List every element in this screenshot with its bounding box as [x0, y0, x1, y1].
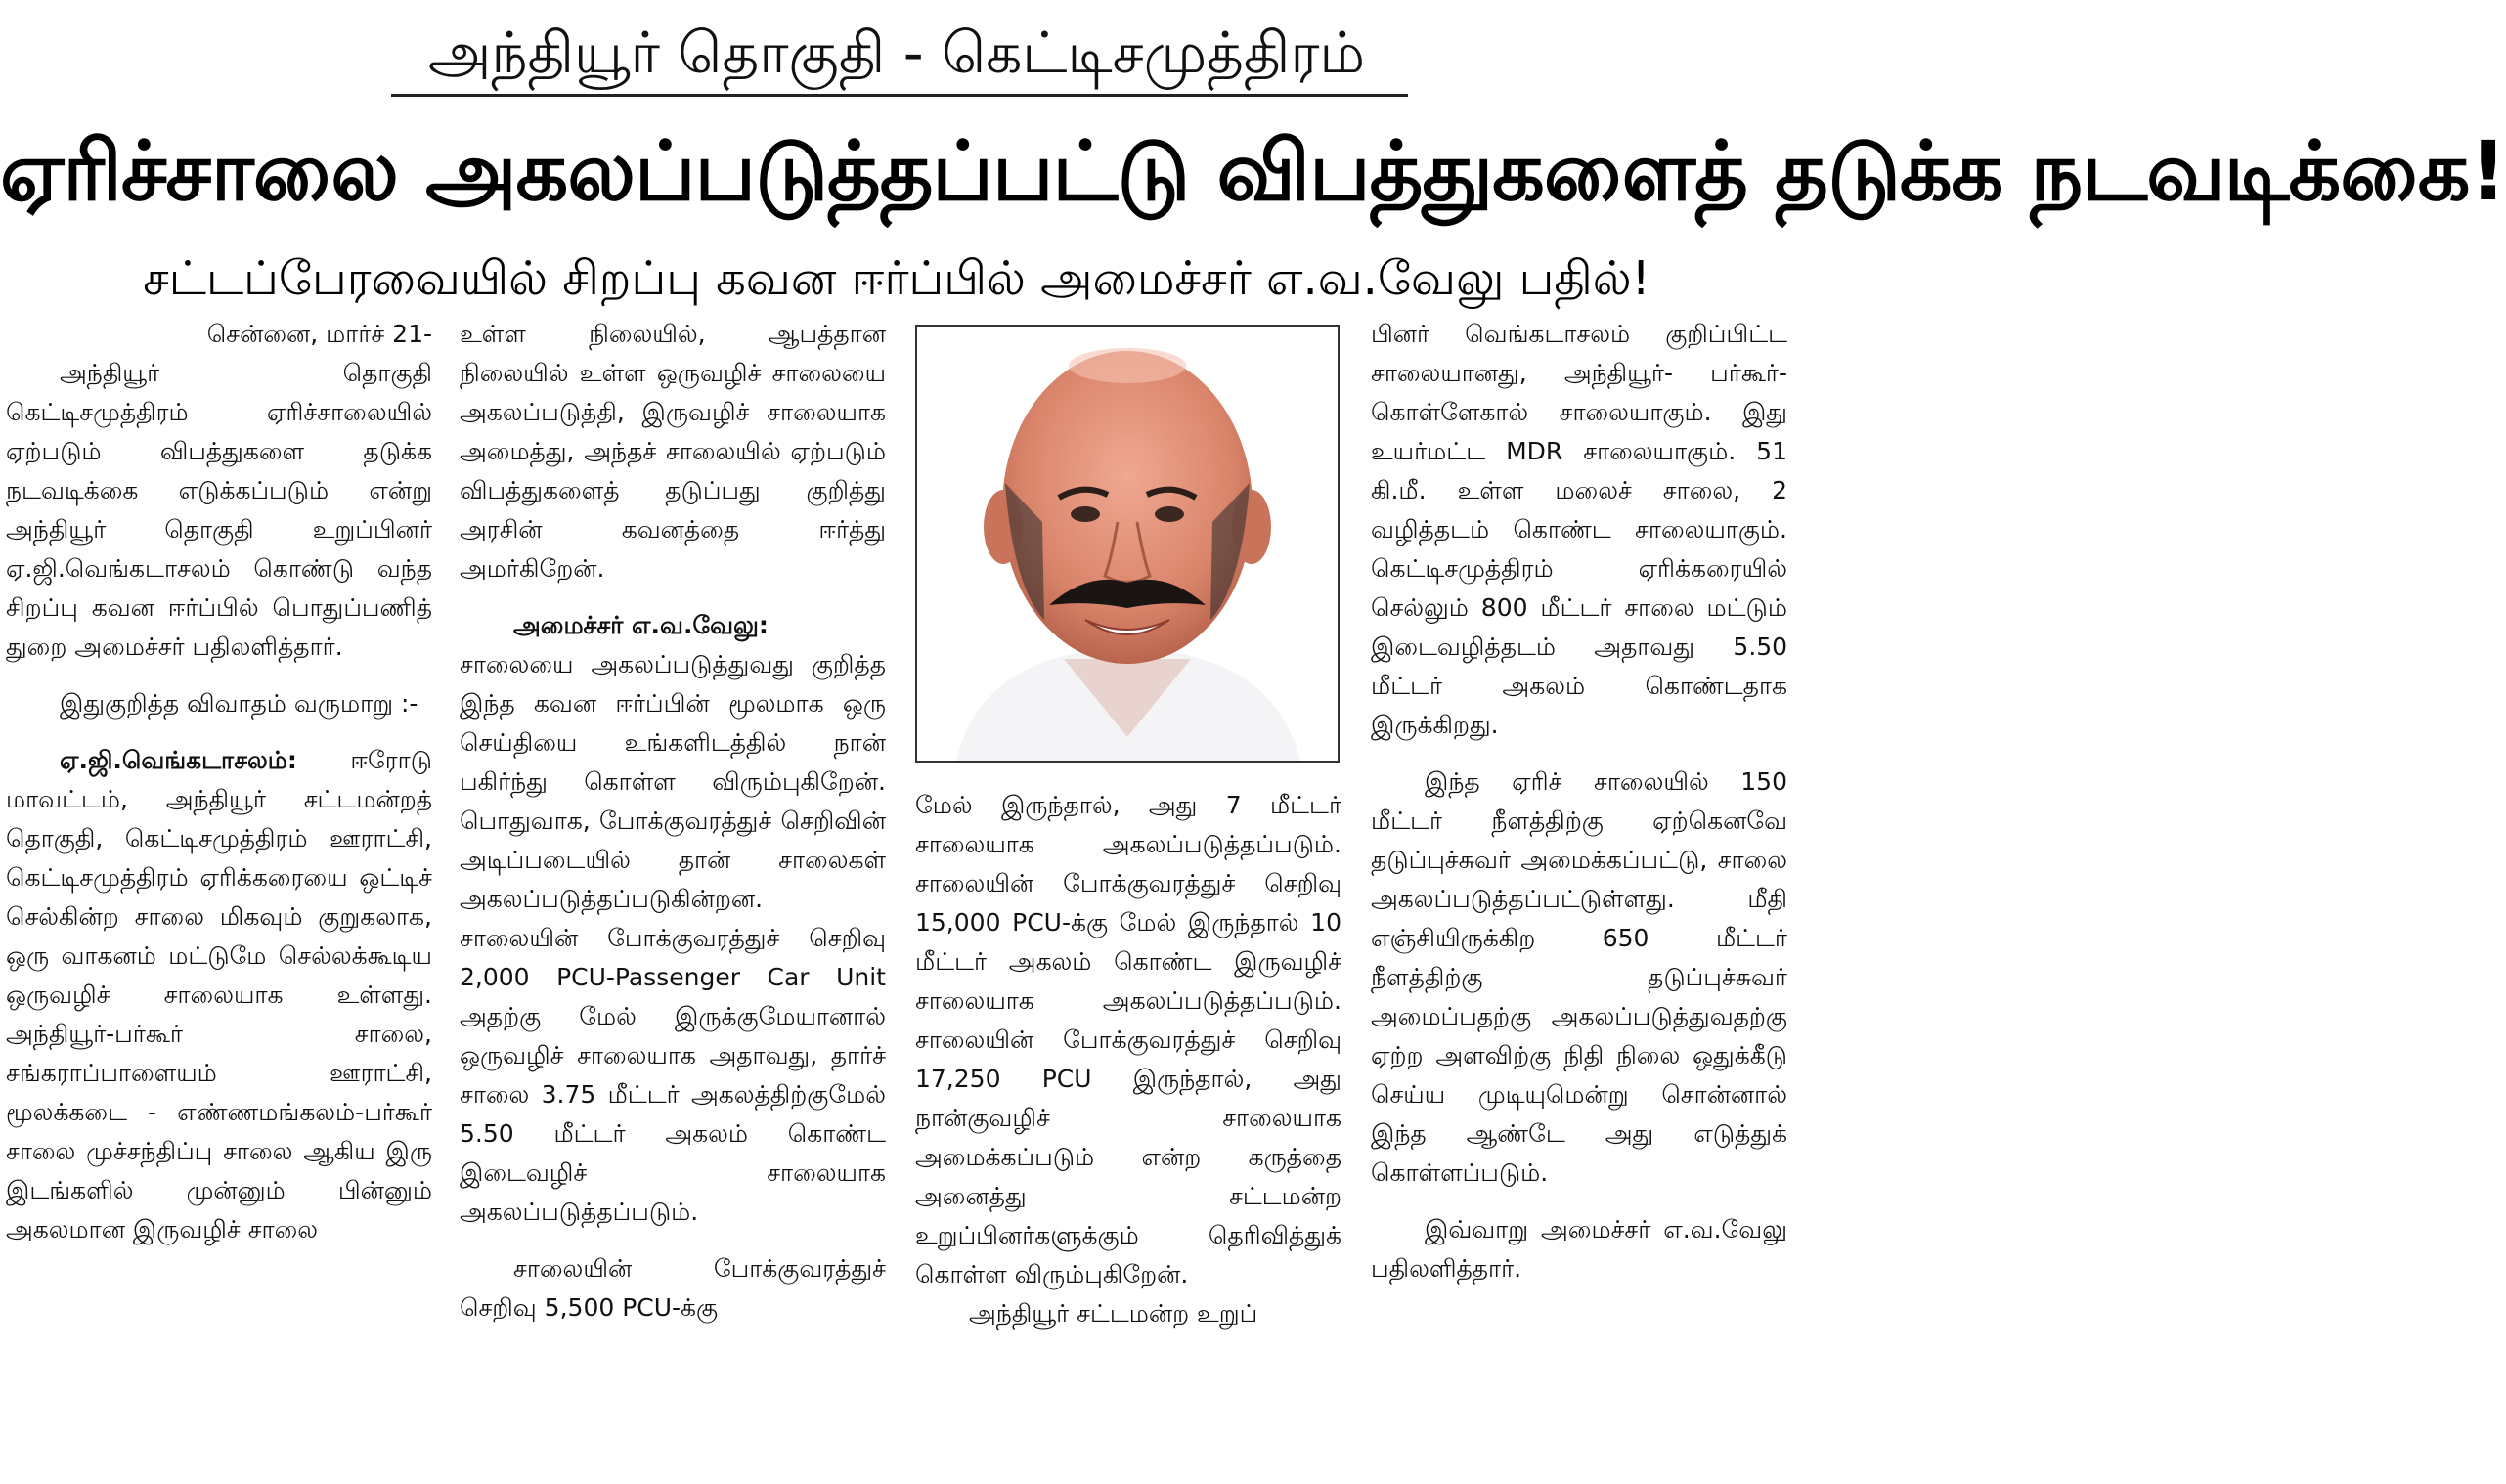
paragraph-minister-reply: சாலையை அகலப்படுத்துவது குறித்த இந்த கவன ஈர்ப்பின் மூலமாக ஒரு செய்தியை உங்களிடத்தில் நான் பகிர்ந்து கொள்ள விரும்புகிறேன். பொதுவாக, போக்குவரத்துச் செறிவின் அடிப்படையில் தான் சாலைகள் அகலப்படுத்தப்படுகின்றன. சாலையின் போக்குவரத்துச் செறிவு 2,000 PCU-Passenger Car Unit அதற்கு மேல் இருக்குமேயானால் ஒருவழிச் சாலையாக அதாவது, தார்ச் சாலை 3.75 மீட்டர் அகலத்திற்குமேல் 5.50 மீட்டர் அகலம் கொண்ட இடைவழிச் சாலையாக அகலப்படுத்தப்படும். — [460, 650, 886, 1226]
article-column-2 — [460, 315, 886, 1328]
speaker-name-venkatachalam: ஏ.ஜி.வெங்கடாசலம்: — [60, 746, 297, 774]
kicker-heading: அந்தியூர் தொகுதி - கெட்டிசமுத்திரம் — [427, 20, 1366, 86]
paragraph-debate-intro: இதுகுறித்த விவாதம் வருமாறு :- — [60, 689, 418, 718]
main-headline: ஏரிச்சாலை அகலப்படுத்தப்பட்டு விபத்துகளைத் தடுக்க நடவடிக்கை! — [0, 123, 2506, 219]
paragraph-venkatachalam — [6, 741, 432, 1249]
paragraph-member-reference: அந்தியூர் சட்டமன்ற உறுப் — [969, 1299, 1258, 1328]
paragraph-venkatachalam-text: ஈரோடு மாவட்டம், அந்தியூர் சட்டமன்றத் தொகுதி, கெட்டிசமுத்திரம் ஊராட்சி, கெட்டிசமுத்திரம் ஏரிக்கரையை ஒட்டிச் செல்கின்ற சாலை மிகவும் குறுகலாக, ஒரு வாகனம் மட்டுமே செல்லக்கூடிய ஒருவழிச் சாலையாக உள்ளது. அந்தியூர்-பர்கூர் சாலை, சங்கராப்பாளையம் ஊராட்சி, மூலக்கடை - எண்ணமங்கலம்-பர்கூர் சாலை முச்சந்திப்பு சாலை ஆகிய இரு இடங்களில் முன்னும் பின்னும் அகலமான இருவழிச் சாலை — [6, 746, 432, 1244]
paragraph-retaining-wall: இந்த ஏரிச் சாலையில் 150 மீட்டர் நீளத்திற்கு ஏற்கெனவே தடுப்புச்சுவர் அமைக்கப்பட்டு, சாலை அகலப்படுத்தப்பட்டுள்ளது. மீதி எஞ்சியிருக்கிற 650 மீட்டர் நீளத்திற்கு தடுப்புச்சுவர் அமைப்பதற்கு அகலப்படுத்துவதற்கு ஏற்ற அளவிற்கு நிதி நிலை ஒதுக்கீடு செய்ய முடியுமென்று சொன்னால் இந்த ஆண்டே அது எடுத்துக் கொள்ளப்படும். — [1371, 767, 1787, 1187]
portrait-illustration — [917, 327, 1338, 761]
sub-headline: சட்டப்பேரவையில் சிறப்பு கவன ஈர்ப்பில் அமைச்சர் எ.வ.வேலு பதில்! — [143, 251, 1650, 306]
paragraph-intro: அந்தியூர் தொகுதி கெட்டிசமுத்திரம் ஏரிச்சாலையில் ஏற்படும் விபத்துகளை தடுக்க நடவடிக்கை எடுக்கப்படும் என்று அந்தியூர் தொகுதி உறுப்பினர் ஏ.ஜி.வெங்கடாசலம் கொண்டு வந்த சிறப்பு கவன ஈர்ப்பில் பொதுப்பணித் துறை அமைச்சர் பதிலளித்தார். — [6, 359, 432, 661]
dateline: சென்னை, மார்ச் 21- — [206, 320, 432, 348]
paragraph-widening-rules: மேல் இருந்தால், அது 7 மீட்டர் சாலையாக அகலப்படுத்தப்படும். சாலையின் போக்குவரத்துச் செறிவு 15,000 PCU-க்கு மேல் இருந்தால் 10 மீட்டர் அகலம் கொண்ட இருவழிச் சாலையாக அகலப்படுத்தப்படும். சாலையின் போக்குவரத்துச் செறிவு 17,250 PCU இருந்தால், அது நான்குவழிச் சாலையாக அமைக்கப்படும் என்ற கருத்தை அனைத்து சட்டமன்ற உறுப்பினர்களுக்கும் தெரிவித்துக் கொள்ள விரும்புகிறேன். — [915, 791, 1341, 1288]
minister-photo — [915, 325, 1340, 763]
paragraph-traffic-density: சாலையின் போக்குவரத்துச் செறிவு 5,500 PCU-க்கு — [460, 1254, 886, 1322]
article-column-4 — [1371, 315, 1787, 1288]
article-column-3 — [915, 786, 1341, 1333]
paragraph-continuation: உள்ள நிலையில், ஆபத்தான நிலையில் உள்ள ஒருவழிச் சாலையை அகலப்படுத்தி, இருவழிச் சாலையாக அமைத்து, அந்தச் சாலையில் ஏற்படும் விபத்துகளைத் தடுப்பது குறித்து அரசின் கவனத்தை ஈர்த்து அமர்கிறேன். — [460, 320, 886, 583]
kicker-underline — [391, 94, 1408, 97]
paragraph-closing: இவ்வாறு அமைச்சர் எ.வ.வேலு பதிலளித்தார். — [1371, 1215, 1787, 1283]
article-column-1 — [6, 315, 432, 1249]
paragraph-road-details: பினர் வெங்கடாசலம் குறிப்பிட்ட சாலையானது, அந்தியூர்- பர்கூர்-கொள்ளேகால் சாலையாகும். இது உயர்மட்ட MDR சாலையாகும். 51 கி.மீ. உள்ள மலைச் சாலை, 2 வழித்தடம் கொண்ட சாலையாகும். கெட்டிசமுத்திரம் ஏரிக்கரையில் செல்லும் 800 மீட்டர் சாலை மட்டும் இடைவழித்தடம் அதாவது 5.50 மீட்டர் அகலம் கொண்டதாக இருக்கிறது. — [1371, 320, 1787, 739]
speaker-name-minister: அமைச்சர் எ.வ.வேலு: — [513, 611, 769, 639]
